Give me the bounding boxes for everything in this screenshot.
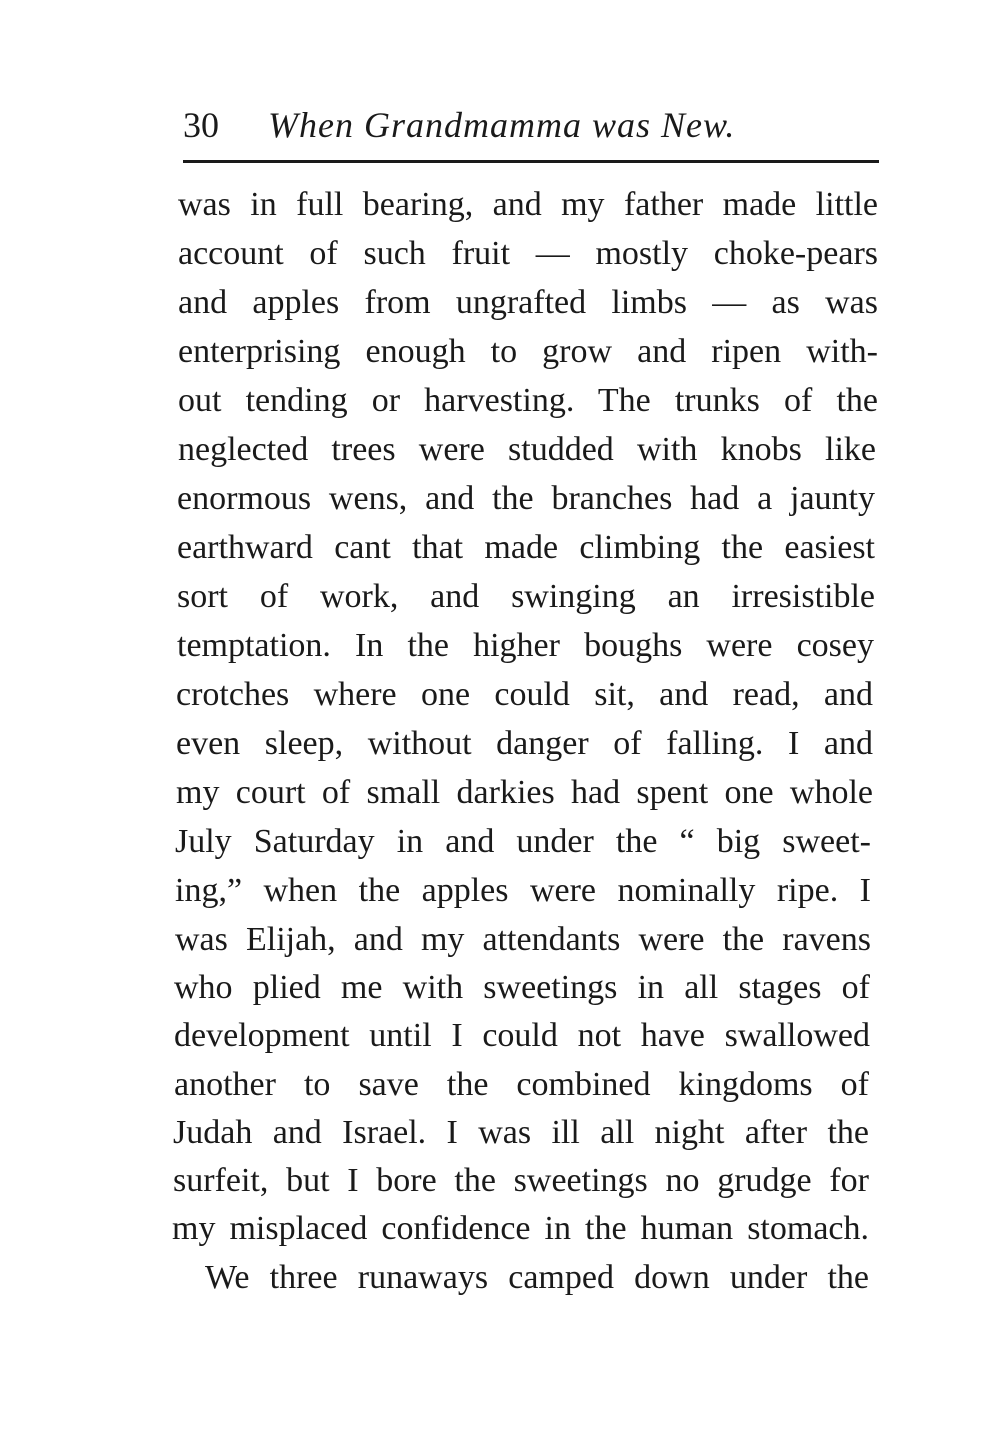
text-line: July Saturday in and under the “ big sweet- (175, 823, 871, 860)
page-number: 30 (183, 105, 219, 145)
text-line: development until I could not have swallowed (174, 1017, 870, 1054)
text-line: another to save the combined kingdoms of (174, 1066, 869, 1103)
text-line: who plied me with sweetings in all stages of (174, 969, 870, 1006)
text-line: crotches where one could sit, and read, and (176, 676, 873, 713)
text-line: enormous wens, and the branches had a jaunty (177, 480, 875, 517)
text-line: out tending or harvesting. The trunks of the (178, 382, 878, 419)
text-line: temptation. In the higher boughs were cosey (177, 627, 874, 664)
text-line: enterprising enough to grow and ripen with- (178, 333, 878, 370)
text-line: my court of small darkies had spent one whole (176, 774, 873, 811)
text-line: surfeit, but I bore the sweetings no grudge for (173, 1162, 869, 1199)
text-line: sort of work, and swinging an irresistible (177, 578, 875, 615)
text-line: We three runaways camped down under the (205, 1259, 869, 1296)
text-line: earthward cant that made climbing the easiest (177, 529, 875, 566)
text-line: even sleep, without danger of falling. I and (176, 725, 873, 762)
text-line: ing,” when the apples were nominally ripe. I (175, 872, 871, 909)
text-line: account of such fruit — mostly choke-pears (178, 235, 878, 272)
text-line: neglected trees were studded with knobs like (178, 431, 876, 468)
text-line: Judah and Israel. I was ill all night after the (173, 1114, 869, 1151)
text-line: my misplaced confidence in the human stomach. (172, 1210, 869, 1247)
text-line: was Elijah, and my attendants were the ravens (175, 921, 871, 958)
text-line: was in full bearing, and my father made little (178, 186, 878, 223)
text-line: and apples from ungrafted limbs — as was (178, 284, 878, 321)
running-header (183, 100, 883, 150)
header-rule (183, 160, 879, 163)
running-title: When Grandmamma was New. (268, 105, 736, 145)
